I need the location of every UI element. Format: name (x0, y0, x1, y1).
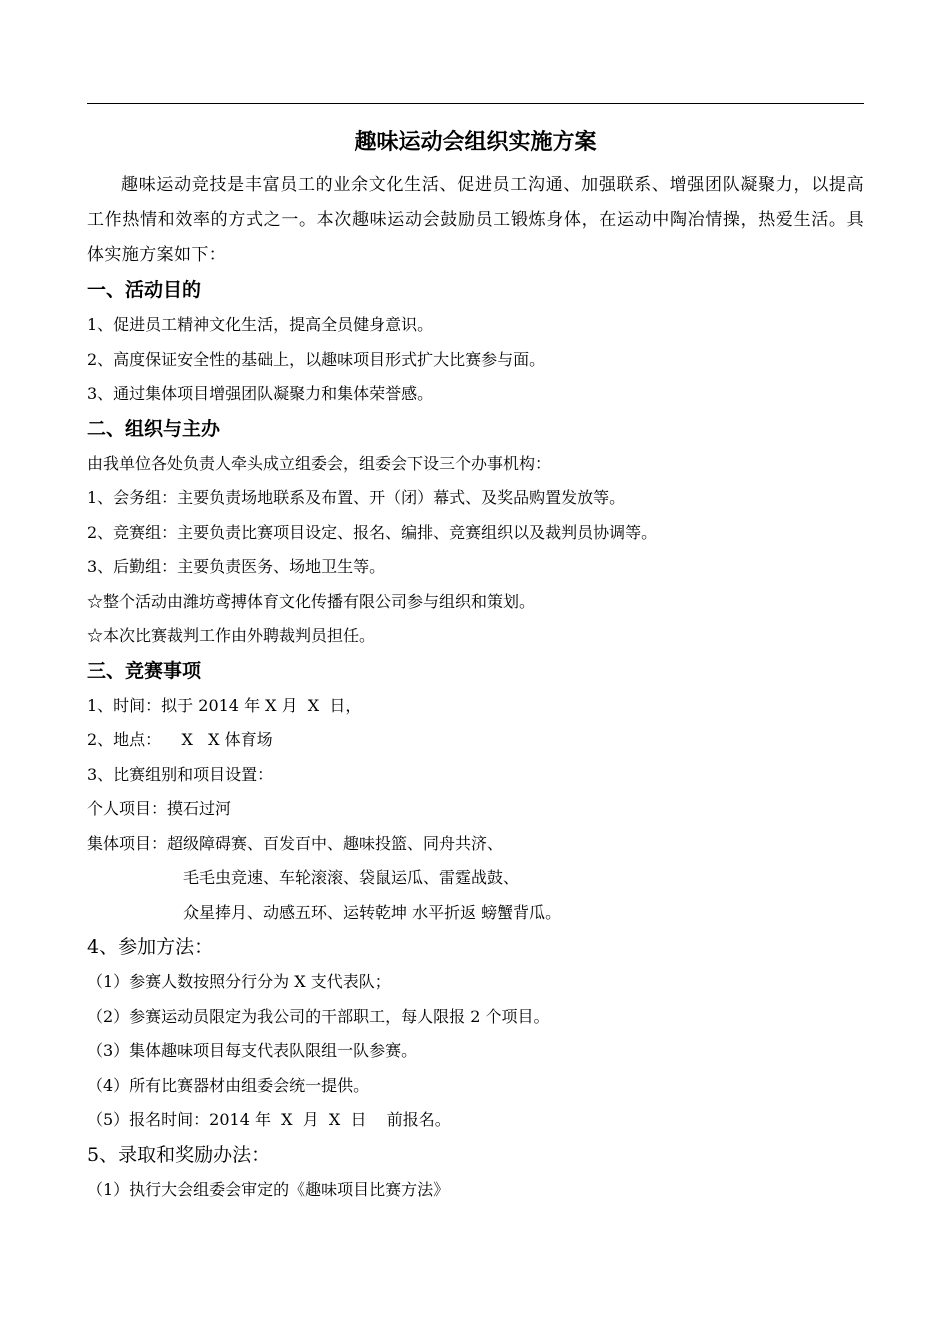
participation-item: （2）参赛运动员限定为我公司的干部职工，每人限报 2 个项目。 (87, 1006, 550, 1026)
organization-note: ☆本次比赛裁判工作由外聘裁判员担任。 (87, 626, 376, 645)
purpose-item: 3、通过集体项目增强团队凝聚力和集体荣誉感。 (87, 384, 434, 403)
purpose-item: 1、促进员工精神文化生活，提高全员健身意识。 (87, 315, 434, 334)
group-events-continued: 毛毛虫竞速、车轮滚滚、袋鼠运瓜、雷霆战鼓、 (183, 868, 520, 887)
header-rule (87, 103, 864, 104)
section-heading-organization: 二、组织与主办 (87, 417, 221, 440)
participation-item: （5）报名时间：2014 年 X 月 X 日 前报名。 (87, 1110, 451, 1129)
participation-item: （1）参赛人数按照分行分为 X 支代表队； (87, 972, 391, 991)
participation-item: （4）所有比赛器材由组委会统一提供。 (87, 1075, 370, 1095)
competition-item: 3、比赛组别和项目设置： (87, 764, 274, 784)
organization-lead: 由我单位各处负责人牵头成立组委会，组委会下设三个办事机构： (87, 453, 552, 473)
group-events-continued: 众星捧月、动感五环、运转乾坤 水平折返 螃蟹背瓜。 (183, 902, 562, 922)
organization-item: 3、后勤组：主要负责医务、场地卫生等。 (87, 557, 386, 576)
section-heading-competition: 三、竞赛事项 (87, 659, 202, 682)
organization-item: 1、会务组：主要负责场地联系及布置、开（闭）幕式、及奖品购置发放等。 (87, 488, 626, 507)
competition-item: 1、时间：拟于 2014 年 X 月 X 日， (87, 695, 362, 715)
individual-events: 个人项目：摸石过河 (87, 799, 232, 818)
competition-item: 2、地点： X X 体育场 (87, 730, 273, 749)
section-heading-purpose: 一、活动目的 (87, 279, 202, 301)
awards-item: （1）执行大会组委会审定的《趣味项目比赛方法》 (87, 1179, 450, 1199)
section-heading-awards: 5、录取和奖励办法： (87, 1143, 271, 1166)
section-heading-participation: 4、参加方法： (87, 936, 214, 958)
participation-item: （3）集体趣味项目每支代表队限组一队参赛。 (87, 1041, 418, 1060)
purpose-item: 2、高度保证安全性的基础上，以趣味项目形式扩大比赛参与面。 (87, 349, 546, 369)
intro-paragraph: 趣味运动竞技是丰富员工的业余文化生活、促进员工沟通、加强联系、增强团队凝聚力，以提高工作热情和效率的方式之一。本次趣味运动会鼓励员工锻炼身体，在运动中陶冶情操，热爱生活。具体实施方案如下： (87, 175, 864, 265)
document-title: 趣味运动会组织实施方案 (354, 130, 597, 155)
organization-item: 2、竞赛组：主要负责比赛项目设定、报名、编排、竞赛组织以及裁判员协调等。 (87, 522, 658, 542)
group-events: 集体项目：超级障碍赛、百发百中、趣味投篮、同舟共济、 (87, 833, 504, 853)
document-body (87, 118, 864, 1207)
organization-note: ☆整个活动由潍坊鸢搏体育文化传播有限公司参与组织和策划。 (87, 591, 536, 611)
